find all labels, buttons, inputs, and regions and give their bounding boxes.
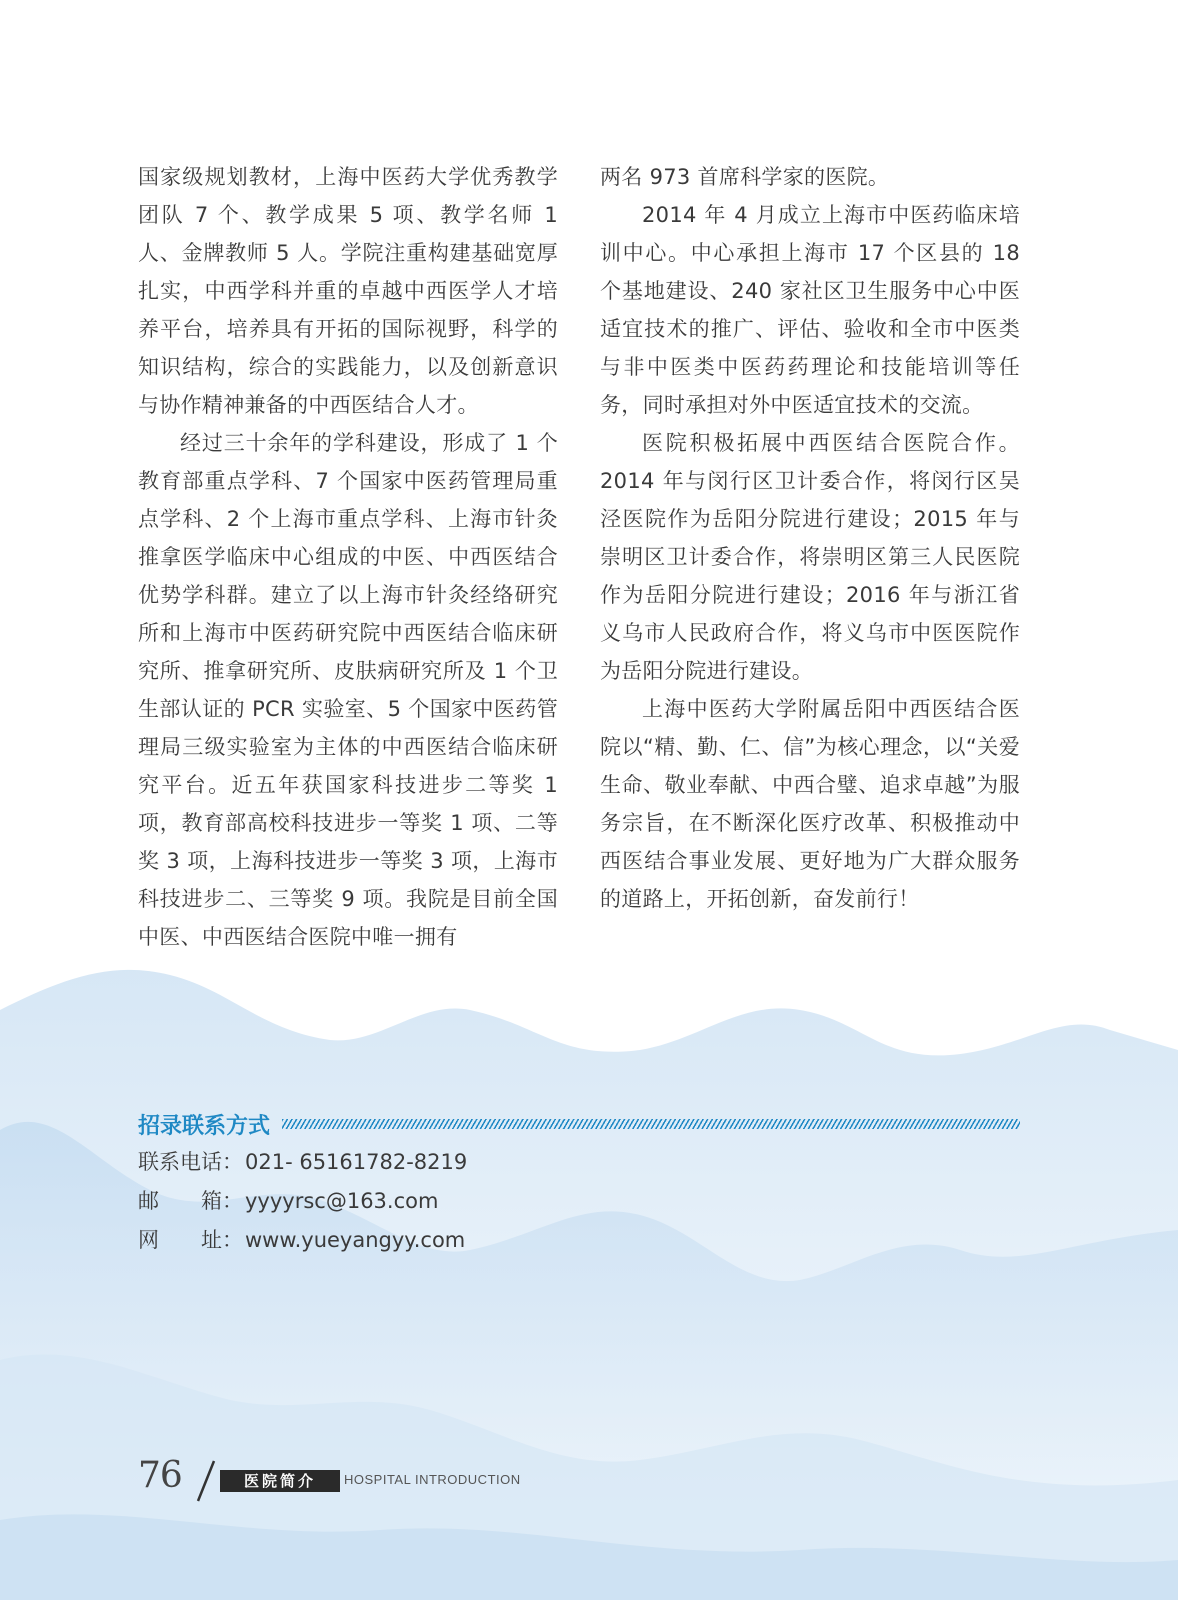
website-label: 网 址： — [138, 1228, 243, 1252]
body-paragraph: 国家级规划教材，上海中医药大学优秀教学团队 7 个、教学成果 5 项、教学名师 1 人、金牌教师 5 人。学院注重构建基础宽厚扎实，中西学科并重的卓越中西医学人才培养平台，培养具有开拓的国际视野，科学的知识结构，综合的实践能力，以及创新意识与协作精神兼备的中西医结合人才。 — [138, 165, 558, 417]
slash-divider — [192, 1459, 220, 1503]
left-text-column — [138, 158, 558, 956]
body-paragraph: 上海中医药大学附属岳阳中西医结合医院以“精、勤、仁、信”为核心理念，以“关爱生命、敬业奉献、中西合璧、追求卓越”为服务宗旨，在不断深化医疗改革、积极推动中西医结合事业发展、更好地为广大群众服务的道路上，开拓创新，奋发前行！ — [600, 697, 1020, 911]
contact-section — [138, 1105, 1020, 1260]
right-text-column — [600, 158, 1020, 918]
hatched-divider — [282, 1119, 1020, 1129]
email-value[interactable]: yyyyrsc@163.com — [245, 1189, 439, 1213]
body-paragraph: 2014 年 4 月成立上海市中医药临床培训中心。中心承担上海市 17 个区县的 18 个基地建设、240 家社区卫生服务中心中医适宜技术的推广、评估、验收和全市中医类与非中医类中医药药理论和技能培训等任务，同时承担对外中医适宜技术的交流。 — [600, 203, 1020, 417]
contact-title: 招录联系方式 — [138, 1113, 271, 1139]
phone-value: 021- 65161782-8219 — [245, 1150, 468, 1174]
contact-email-row — [138, 1182, 1020, 1221]
body-paragraph: 两名 973 首席科学家的医院。 — [600, 165, 890, 189]
section-label-en: HOSPITAL INTRODUCTION — [344, 1472, 521, 1487]
phone-label: 联系电话： — [138, 1150, 243, 1174]
body-paragraph: 医院积极拓展中西医结合医院合作。2014 年与闵行区卫计委合作，将闵行区吴泾医院作为岳阳分院进行建设；2015 年与崇明区卫计委合作，将崇明区第三人民医院作为岳阳分院进行建设；2016 年与浙江省义乌市人民政府合作，将义乌市中医医院作为岳阳分院进行建设。 — [600, 431, 1020, 683]
contact-website-row — [138, 1221, 1020, 1260]
contact-header — [138, 1105, 1020, 1143]
website-link[interactable]: www.yueyangyy.com — [245, 1228, 466, 1252]
email-label: 邮 箱： — [138, 1189, 243, 1213]
page-number: 76 — [138, 1455, 182, 1496]
section-label-box — [220, 1470, 340, 1492]
section-label-cn: 医院简介 — [243, 1472, 316, 1490]
body-paragraph: 经过三十余年的学科建设，形成了 1 个教育部重点学科、7 个国家中医药管理局重点学科、2 个上海市重点学科、上海市针灸推拿医学临床中心组成的中医、中西医结合优势学科群。建立了以上海市针灸经络研究所和上海市中医药研究院中西医结合临床研究所、推拿研究所、皮肤病研究所及 1 个卫生部认证的 PCR 实验室、5 个国家中医药管理局三级实验室为主体的中西医结合临床研究平台。近五年获国家科技进步二等奖 1 项，教育部高校科技进步一等奖 1 项、二等奖 3 项，上海科技进步一等奖 3 项，上海市科技进步二、三等奖 9 项。我院是目前全国中医、中西医结合医院中唯一拥有 — [138, 431, 558, 949]
contact-phone-row — [138, 1143, 1020, 1182]
